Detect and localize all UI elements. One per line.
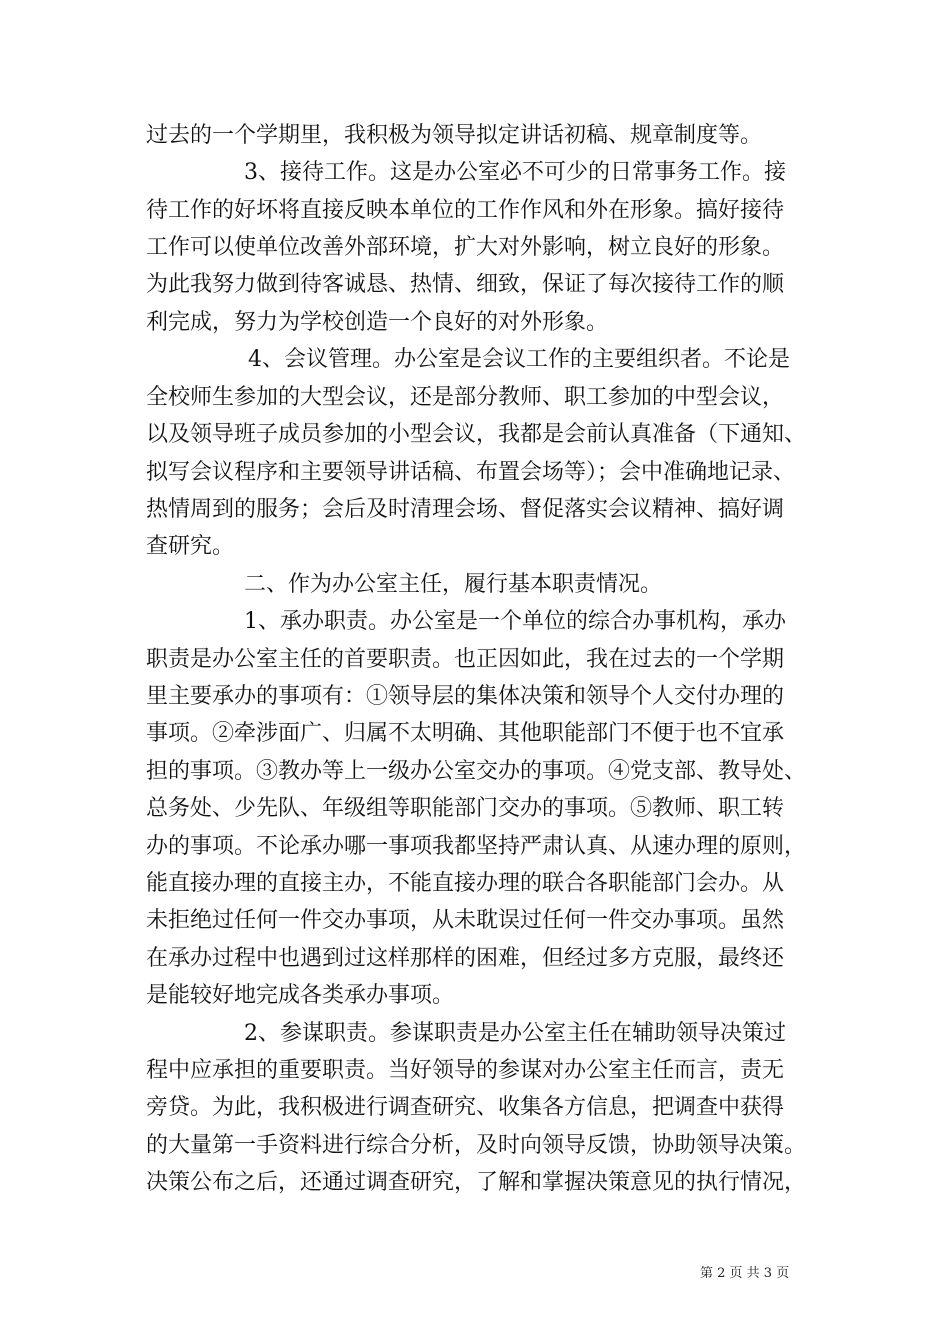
text-line: 以及领导班子成员参加的小型会议，我都是会前认真准备（下通知、 xyxy=(146,422,807,447)
text-line: 4、会议管理。办公室是会议工作的主要组织者。不论是 xyxy=(248,347,790,372)
text-line: 能直接办理的直接主办，不能直接办理的联合各职能部门会办。从 xyxy=(146,871,785,896)
text-line: 是能较好地完成各类承办事项。 xyxy=(146,983,455,1008)
text-line: 职责是办公室主任的首要职责。也正因如此，我在过去的一个学期 xyxy=(146,647,785,672)
text-line: 办的事项。不论承办哪一事项我都坚持严肃认真、从速办理的原则， xyxy=(146,834,807,859)
text-line: 全校师生参加的大型会议，还是部分教师、职工参加的中型会议， xyxy=(146,385,785,410)
page-number-footer: 第 2 页 共 3 页 xyxy=(700,1266,790,1281)
text-line: 3、接待工作。这是办公室必不可少的日常事务工作。接 xyxy=(244,160,786,185)
text-line: 事项。②牵涉面广、归属不太明确、其他职能部门不便于也不宜承 xyxy=(146,721,785,746)
section-heading: 二、作为办公室主任，履行基本职责情况。 xyxy=(244,572,663,597)
text-line: 旁贷。为此，我积极进行调查研究、收集各方信息，把调查中获得 xyxy=(146,1095,785,1120)
text-line: 决策公布之后，还通过调查研究，了解和掌握决策意见的执行情况， xyxy=(146,1170,807,1195)
text-line: 为此我努力做到待客诚恳、热情、细致，保证了每次接待工作的顺 xyxy=(146,272,785,297)
text-line: 程中应承担的重要职责。当好领导的参谋对办公室主任而言，责无 xyxy=(146,1058,785,1083)
text-line: 担的事项。③教办等上一级办公室交办的事项。④党支部、教导处、 xyxy=(146,759,807,784)
text-line: 未拒绝过任何一件交办事项，从未耽误过任何一件交办事项。虽然 xyxy=(146,908,785,933)
text-line: 待工作的好坏将直接反映本单位的工作作风和外在形象。搞好接待 xyxy=(146,198,785,223)
text-line: 利完成，努力为学校创造一个良好的对外形象。 xyxy=(146,310,609,335)
text-line: 查研究。 xyxy=(146,534,235,559)
text-line: 热情周到的服务；会后及时清理会场、督促落实会议精神、搞好调 xyxy=(146,497,785,522)
text-line: 工作可以使单位改善外部环境，扩大对外影响，树立良好的形象。 xyxy=(146,235,785,260)
text-line: 里主要承办的事项有：①领导层的集体决策和领导个人交付办理的 xyxy=(146,684,785,709)
text-line: 在承办过程中也遇到过这样那样的困难，但经过多方克服，最终还 xyxy=(146,946,785,971)
text-line: 过去的一个学期里，我积极为领导拟定讲话初稿、规章制度等。 xyxy=(146,123,763,148)
text-line: 1、承办职责。办公室是一个单位的综合办事机构，承办 xyxy=(244,609,786,634)
text-line: 的大量第一手资料进行综合分析，及时向领导反馈，协助领导决策。 xyxy=(146,1133,807,1158)
text-line: 拟写会议程序和主要领导讲话稿、布置会场等）；会中准确地记录、 xyxy=(146,460,796,485)
text-line: 总务处、少先队、年级组等职能部门交办的事项。⑤教师、职工转 xyxy=(146,796,785,821)
text-line: 2、参谋职责。参谋职责是办公室主任在辅助领导决策过 xyxy=(244,1021,786,1046)
